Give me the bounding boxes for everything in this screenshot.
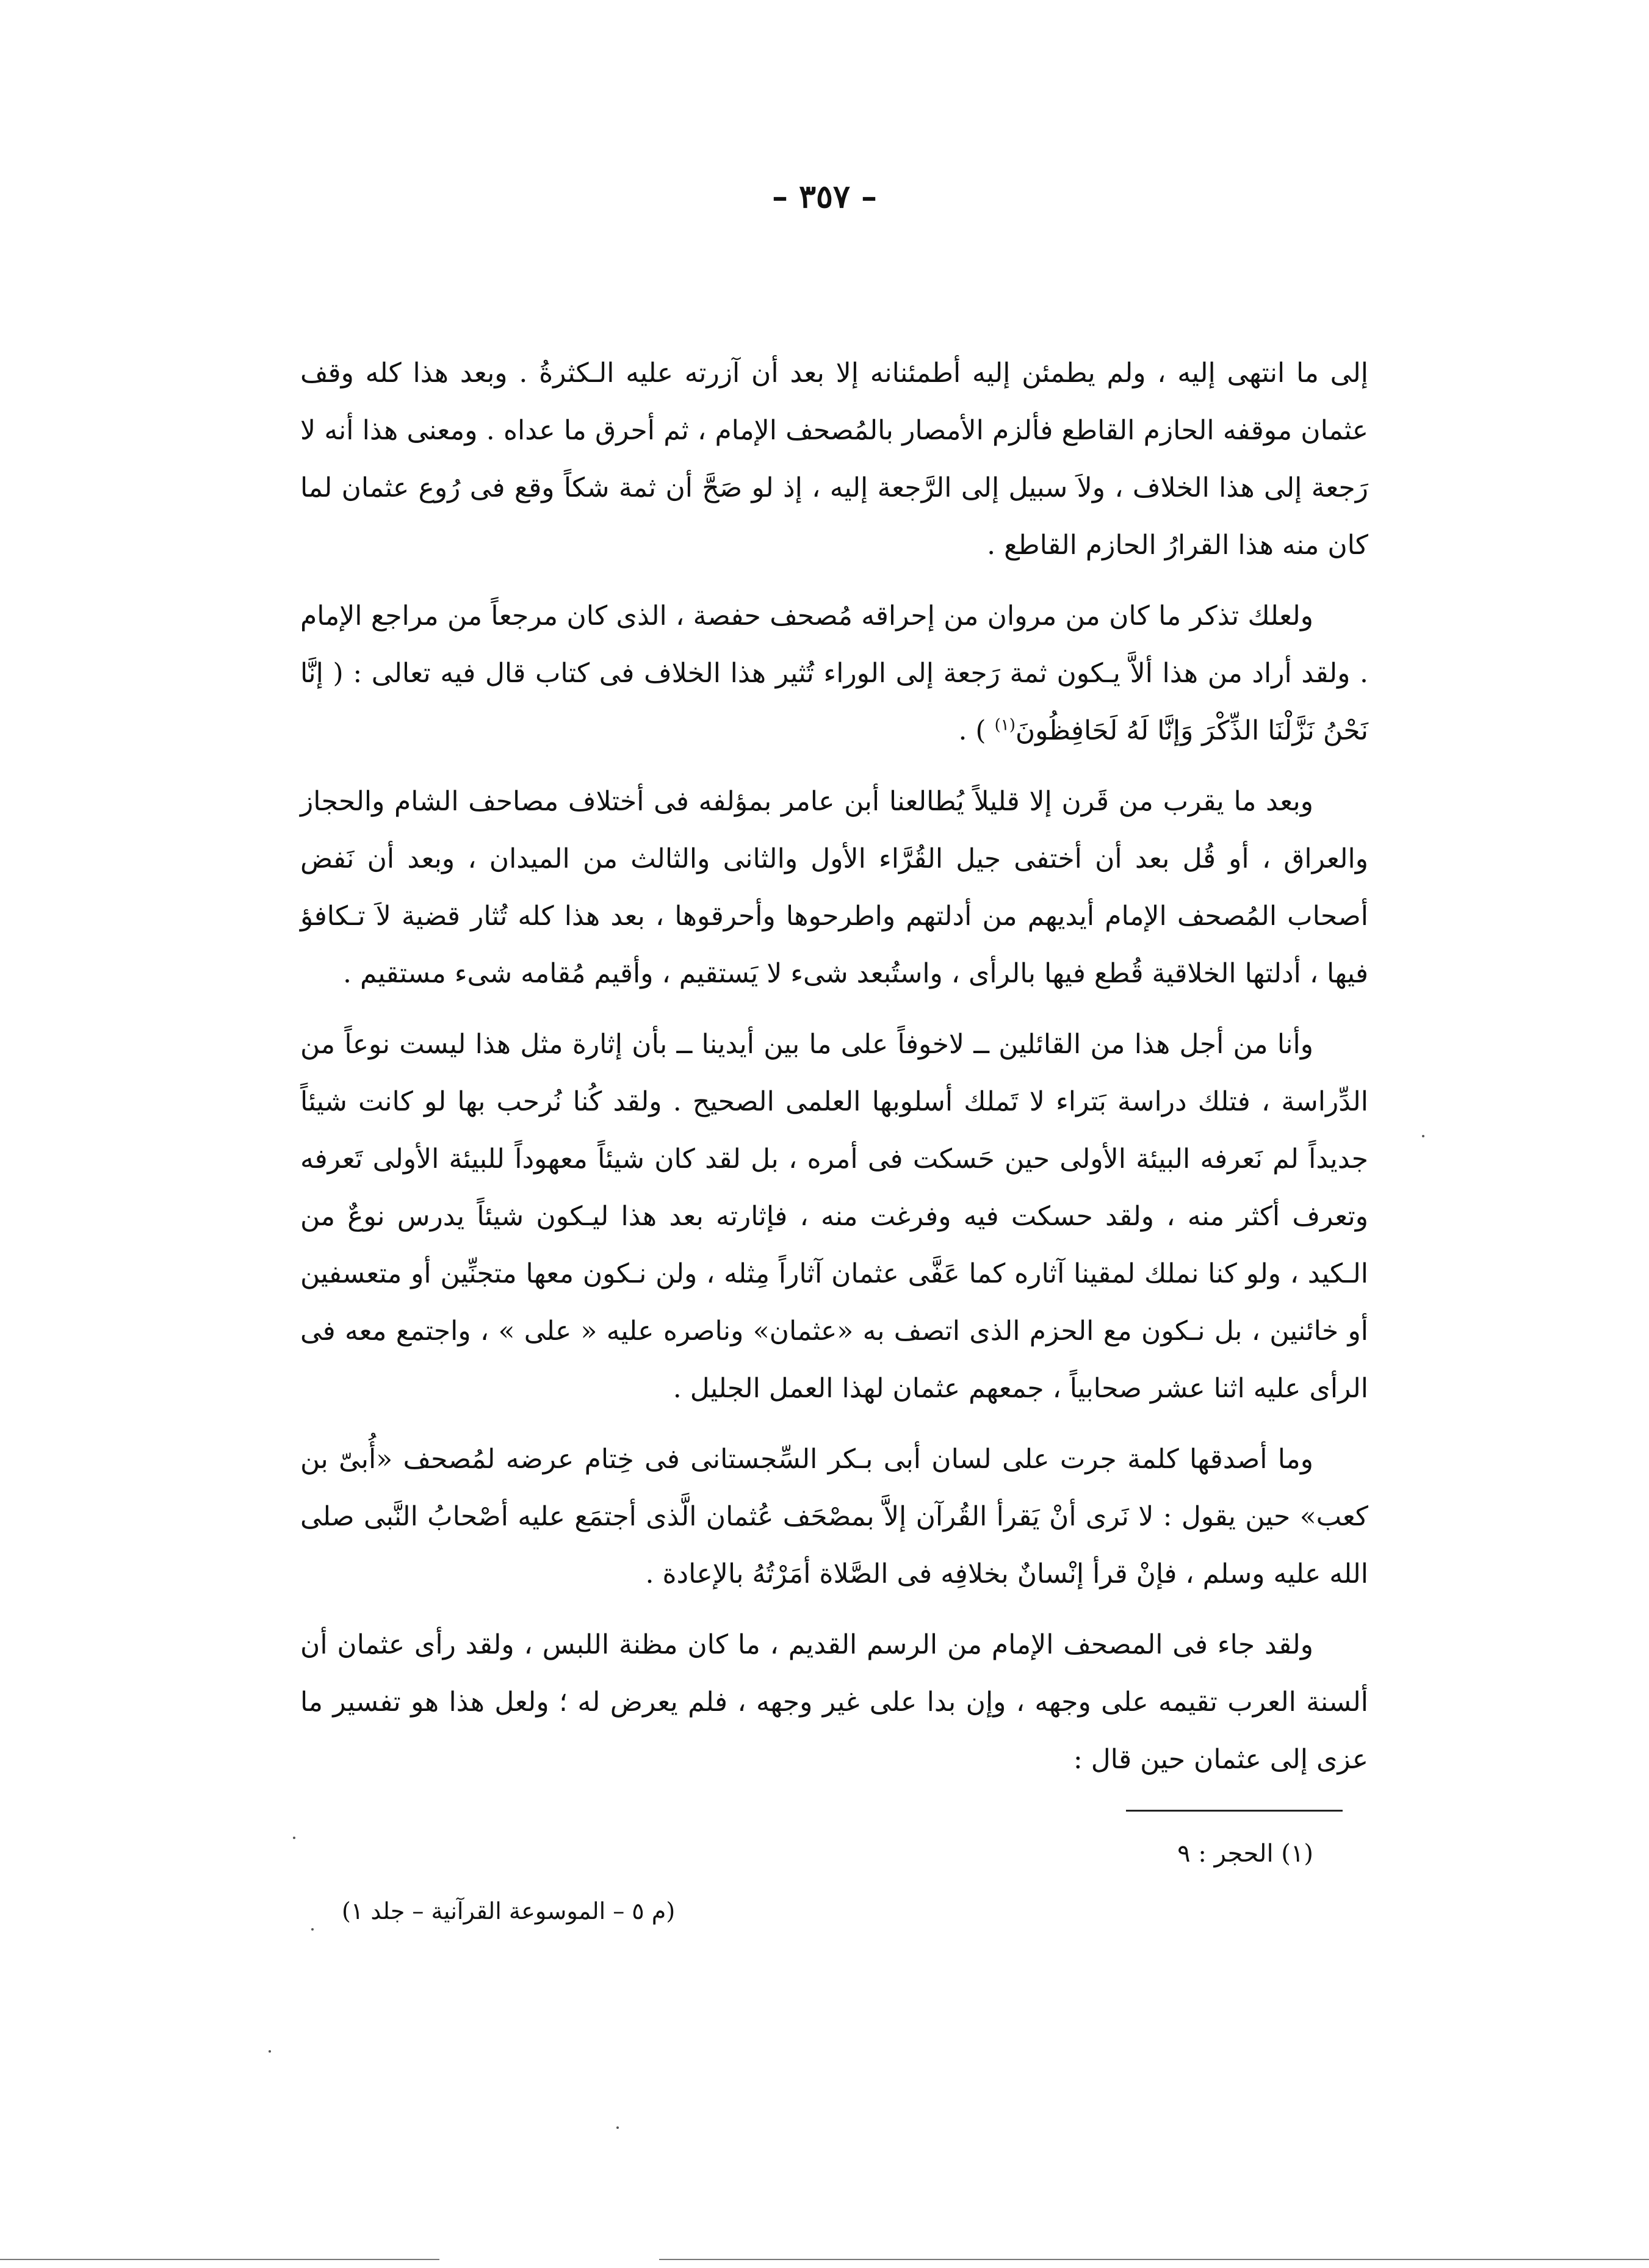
paragraph-2: [300, 588, 1368, 760]
paragraph-4: وأنا من أجل هذا من القائلين ــ لاخوفاً على ما بين أيدينا ــ بأن إثارة مثل هذا ليست نوعاً من الدِّراسة ، فتلك دراسة بَتراء لا تَملك أسلوبها العلمى الصحيح . ولقد كُنا نُرحب بها لو كانت شيئاً جديداً لم نَعرفه البيئة الأولى حين حَسكت فى أمره ، بل لقد كان شيئاً معهوداً للبيئة الأولى تَعرفه وتعرف أكثر منه ، ولقد حسكت فيه وفرغت منه ، فإثارته بعد هذا ليـكون شيئاً يدرس نوعٌ من الـكيد ، ولو كنا نملك لمقينا آثاره كما عَفَّى عثمان آثاراً مِثله ، ولن نـكون معها متجنِّين أو متعسفين أو خائنين ، بل نـكون مع الحزم الذى اتصف به «عثمان» وناصره عليه « على » ، واجتمع معه فى الرأى عليه اثنا عشر صحابياً ، جمعهم عثمان لهذا العمل الجليل .: [300, 1029, 1368, 1404]
scan-speck: [311, 1928, 314, 1931]
main-text: [300, 345, 1368, 1802]
signature-line: (م ٥ – الموسوعة القرآنية – جلد ١): [342, 1898, 676, 1924]
scan-speck: [293, 1837, 295, 1839]
footnote: (١) الحجر : ٩: [1177, 1840, 1313, 1868]
page-number: – ٣٥٧ –: [771, 178, 877, 215]
paragraph-6: ولقد جاء فى المصحف الإمام من الرسم القديم ، ما كان مظنة اللبس ، ولقد رأى عثمان أن ألسنة العرب تقيمه على وجهه ، وإن بدا على غير وجهه ، فلم يعرض له ؛ ولعل هذا هو تفسير ما عزى إلى عثمان حين قال :: [300, 1629, 1368, 1775]
scan-edge-right: [659, 2259, 1649, 2260]
paragraph-2-text: ولعلك تذكر ما كان من مروان من إحراقه مُصحف حفصة ، الذى كان مرجعاً من مراجع الإمام . ولقد أراد من هذا ألاَّ يـكون ثمة رَجعة إلى الوراء تُثير هذا الخلاف فى كتاب قال فيه تعالى : ( إنَّا نَحْنُ نَزَّلْنَا الذِّكْرَ وَإنَّا لَهُ لَحَافِظُونَ: [300, 600, 1368, 746]
paragraph-1: إلى ما انتهى إليه ، ولم يطمئن إليه أطمئنانه إلا بعد أن آزرته عليه الـكثرةُ . وبعد هذا كله وقف عثمان موقفه الحازم القاطع فألزم الأمصار بالمُصحف الإمام ، ثم أحرق ما عداه . ومعنى هذا أنه لا رَجعة إلى هذا الخلاف ، ولاَ سبيل إلى الرَّجعة إليه ، إذ لو صَحَّ أن ثمة شكاً وقع فى رُوع عثمان لما كان منه هذا القرارُ الحازم القاطع .: [300, 358, 1368, 561]
scan-edge-left: [0, 2259, 439, 2260]
verse-close: ) .: [958, 715, 995, 746]
scan-speck: [269, 2050, 271, 2053]
scan-speck: [616, 2126, 619, 2129]
paragraph-3: وبعد ما يقرب من قَرن إلا قليلاً يُطالعنا أبن عامر بمؤلفه فى أختلاف مصاحف الشام والحجاز والعراق ، أو قُل بعد أن أختفى جيل القُرَّاء الأول والثانى والثالث من الميدان ، وبعد أن نَفض أصحاب المُصحف الإمام أيديهم من أدلتهم واطرحوها وأحرقوها ، بعد هذا كله تُثار قضية لاَ تـكافؤ فيها ، أدلتها الخلاقية قُطع فيها بالرأى ، واستُبعد شىء لا يَستقيم ، وأقيم مُقامه شىء مستقيم .: [300, 786, 1368, 989]
paragraph-5: وما أصدقها كلمة جرت على لسان أبى بـكر السِّجستانى فى خِتام عرضه لمُصحف «أُبىّ بن كعب» حين يقول : لا نَرى أنْ يَقرأ القُرآن إلاَّ بمصْحَف عُثمان الَّذى أجتمَع عليه أصْحابُ النَّبى صلى الله عليه وسلم ، فإنْ قرأ إنْسانٌ بخلافِه فى الصَّلاة أمَرْتُهُ بالإعادة .: [300, 1444, 1368, 1589]
scan-speck: [1422, 1135, 1424, 1137]
footnote-divider: [1126, 1810, 1343, 1812]
footnote-marker[interactable]: (١): [994, 716, 1016, 735]
